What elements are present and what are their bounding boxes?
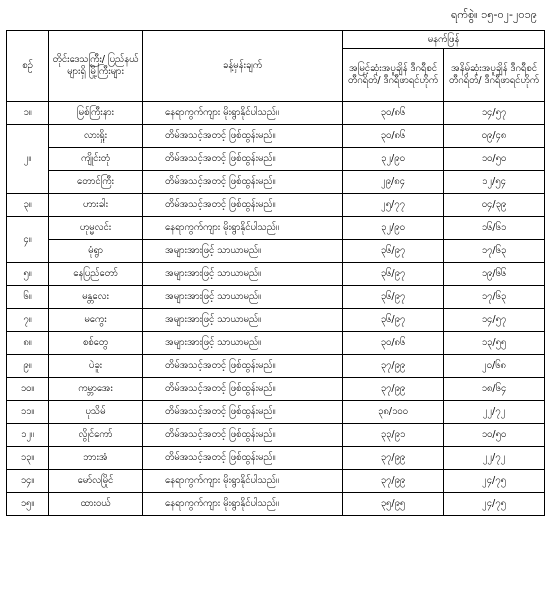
max-temperature: ၃၅/၉၅ [343,493,444,516]
city-name: တောင်ကြီး [49,171,143,194]
max-temperature: ၃၈/၁၀၀ [343,401,444,424]
row-number: ၃။ [7,194,49,217]
row-number: ၁၃။ [7,447,49,470]
forecast-text: နေရာကွက်ကျား မိုးရွာနိုင်ပါသည်။ [143,470,343,493]
max-temperature: ၃၂/၉၀ [343,217,444,240]
row-number: ၈။ [7,332,49,355]
table-row [7,447,545,470]
city-name: ပုသိမ် [49,401,143,424]
max-temperature: ၃၇/၉၉ [343,470,444,493]
table-row [7,240,545,263]
min-temperature: ၁၀/၅၀ [444,148,545,171]
header-forecast: ခန့်မှန်းချက် [143,31,343,102]
table-row [7,378,545,401]
min-temperature: ၁၄/၅၇ [444,102,545,125]
header-no: စဉ် [7,31,49,102]
min-temperature: ၀၄/၃၉ [444,194,545,217]
min-temperature: ၁၄/၅၇ [444,309,545,332]
table-row [7,102,545,125]
city-name: ပဲခူး [49,355,143,378]
row-number: ၁၀။ [7,378,49,401]
forecast-text: တိမ်အသင့်အတင့် ဖြစ်ထွန်းမည်။ [143,424,343,447]
report-date: ရက်စွဲ။ ၁၅-၀၂-၂၀၁၉ [451,8,537,21]
forecast-text: အများအားဖြင့် သာယာမည်။ [143,309,343,332]
forecast-text: နေရာကွက်ကျား မိုးရွာနိုင်ပါသည်။ [143,102,343,125]
city-name: ကမ္ဘာအေး [49,378,143,401]
city-name: လားရှိုး [49,125,143,148]
row-number: ၅။ [7,263,49,286]
city-name: ဟားခါး [49,194,143,217]
min-temperature: ၂၄/၇၅ [444,470,545,493]
table-row [7,125,545,148]
city-name: နေပြည်တော် [49,263,143,286]
forecast-text: တိမ်အသင့်အတင့် ဖြစ်ထွန်းမည်။ [143,401,343,424]
min-temperature: ၂၀/၆၈ [444,355,545,378]
city-name: မော်လမြိုင် [49,470,143,493]
header-region: တိုင်းဒေသကြီး/ ပြည်နယ်များရှိ မြို့ကြီးများ [49,31,143,102]
forecast-text: တိမ်အသင့်အတင့် ဖြစ်ထွန်းမည်။ [143,125,343,148]
forecast-text: တိမ်အသင့်အတင့် ဖြစ်ထွန်းမည်။ [143,171,343,194]
forecast-text: တိမ်အသင့်အတင့် ဖြစ်ထွန်းမည်။ [143,447,343,470]
header-temperature: မနက်ဖြန် [343,31,545,49]
table-row [7,470,545,493]
min-temperature: ၁၀/၅၀ [444,424,545,447]
min-temperature: ၁၂/၅၄ [444,171,545,194]
city-name: မကွေး [49,309,143,332]
max-temperature: ၃၆/၉၇ [343,240,444,263]
row-number: ၇။ [7,309,49,332]
max-temperature: ၃၇/၉၉ [343,378,444,401]
table-row [7,171,545,194]
min-temperature: ၁၃/၅၅ [444,332,545,355]
min-temperature: ၁၆/၆၁ [444,217,545,240]
city-name: စစ်တွေ [49,332,143,355]
weather-forecast-table [6,30,545,516]
max-temperature: ၃၀/၈၆ [343,332,444,355]
table-row [7,286,545,309]
city-name: မုံရွာ [49,240,143,263]
max-temperature: ၃၀/၈၆ [343,125,444,148]
forecast-text: အများအားဖြင့် သာယာမည်။ [143,263,343,286]
forecast-text: တိမ်အသင့်အတင့် ဖြစ်ထွန်းမည်။ [143,355,343,378]
table-row [7,401,545,424]
max-temperature: ၂၉/၈၄ [343,171,444,194]
row-number: ၁၅။ [7,493,49,516]
max-temperature: ၃၆/၉၇ [343,286,444,309]
max-temperature: ၃၇/၉၉ [343,355,444,378]
forecast-text: တိမ်အသင့်အတင့် ဖြစ်ထွန်းမည်။ [143,194,343,217]
table-row [7,148,545,171]
min-temperature: ၂၂/၇၂ [444,401,545,424]
min-temperature: ၂၂/၇၂ [444,447,545,470]
forecast-text: နေရာကွက်ကျား မိုးရွာနိုင်ပါသည်။ [143,493,343,516]
forecast-text: အများအားဖြင့် သာယာမည်။ [143,240,343,263]
city-name: ဘားအံ [49,447,143,470]
max-temperature: ၃၇/၉၉ [343,447,444,470]
row-number: ၁။ [7,102,49,125]
forecast-text: တိမ်အသင့်အတင့် ဖြစ်ထွန်းမည်။ [143,148,343,171]
min-temperature: ၁၇/၆၃ [444,240,545,263]
forecast-text: တိမ်အသင့်အတင့် ဖြစ်ထွန်းမည်။ [143,378,343,401]
max-temperature: ၃၃/၉၁ [343,424,444,447]
table-row [7,493,545,516]
table-row [7,355,545,378]
max-temperature: ၃၆/၉၇ [343,309,444,332]
city-name: လွိုင်ကော် [49,424,143,447]
max-temperature: ၃၀/၈၆ [343,102,444,125]
table-row [7,332,545,355]
row-number: ၄။ [7,217,49,263]
table-row [7,309,545,332]
city-name: ထားဝယ် [49,493,143,516]
max-temperature: ၂၅/၇၇ [343,194,444,217]
row-number: ၉။ [7,355,49,378]
city-name: ကျိုင်းတုံ [49,148,143,171]
min-temperature: ၂၄/၇၅ [444,493,545,516]
header-max-temp: အမြင့်ဆုံးအပူချိန် ဒီဂရီစင်တီဂရိတ်/ ဒီဂရီဖာရင်ဟိုက် [343,49,444,102]
city-name: မြစ်ကြီးနား [49,102,143,125]
city-name: ဟုမ္မလင်း [49,217,143,240]
min-temperature: ၁၇/၆၃ [444,286,545,309]
row-number: ၆။ [7,286,49,309]
table-row [7,424,545,447]
row-number: ၁၁။ [7,401,49,424]
min-temperature: ၁၈/၆၄ [444,378,545,401]
min-temperature: ၀၉/၄၈ [444,125,545,148]
max-temperature: ၃၂/၉၀ [343,148,444,171]
max-temperature: ၃၆/၉၇ [343,263,444,286]
table-row [7,194,545,217]
forecast-text: နေရာကွက်ကျား မိုးရွာနိုင်ပါသည်။ [143,217,343,240]
row-number: ၁၄။ [7,470,49,493]
min-temperature: ၁၉/၆၆ [444,263,545,286]
table-body [7,102,545,516]
table-row [7,217,545,240]
row-number: ၂။ [7,125,49,194]
forecast-text: အများအားဖြင့် သာယာမည်။ [143,332,343,355]
header-min-temp: အနိမ့်ဆုံးအပူချိန် ဒီဂရီစင်တီဂရိတ်/ ဒီဂရီဖာရင်ဟိုက် [444,49,545,102]
city-name: မန္တလေး [49,286,143,309]
forecast-text: အများအားဖြင့် သာယာမည်။ [143,286,343,309]
table-row [7,263,545,286]
row-number: ၁၂။ [7,424,49,447]
